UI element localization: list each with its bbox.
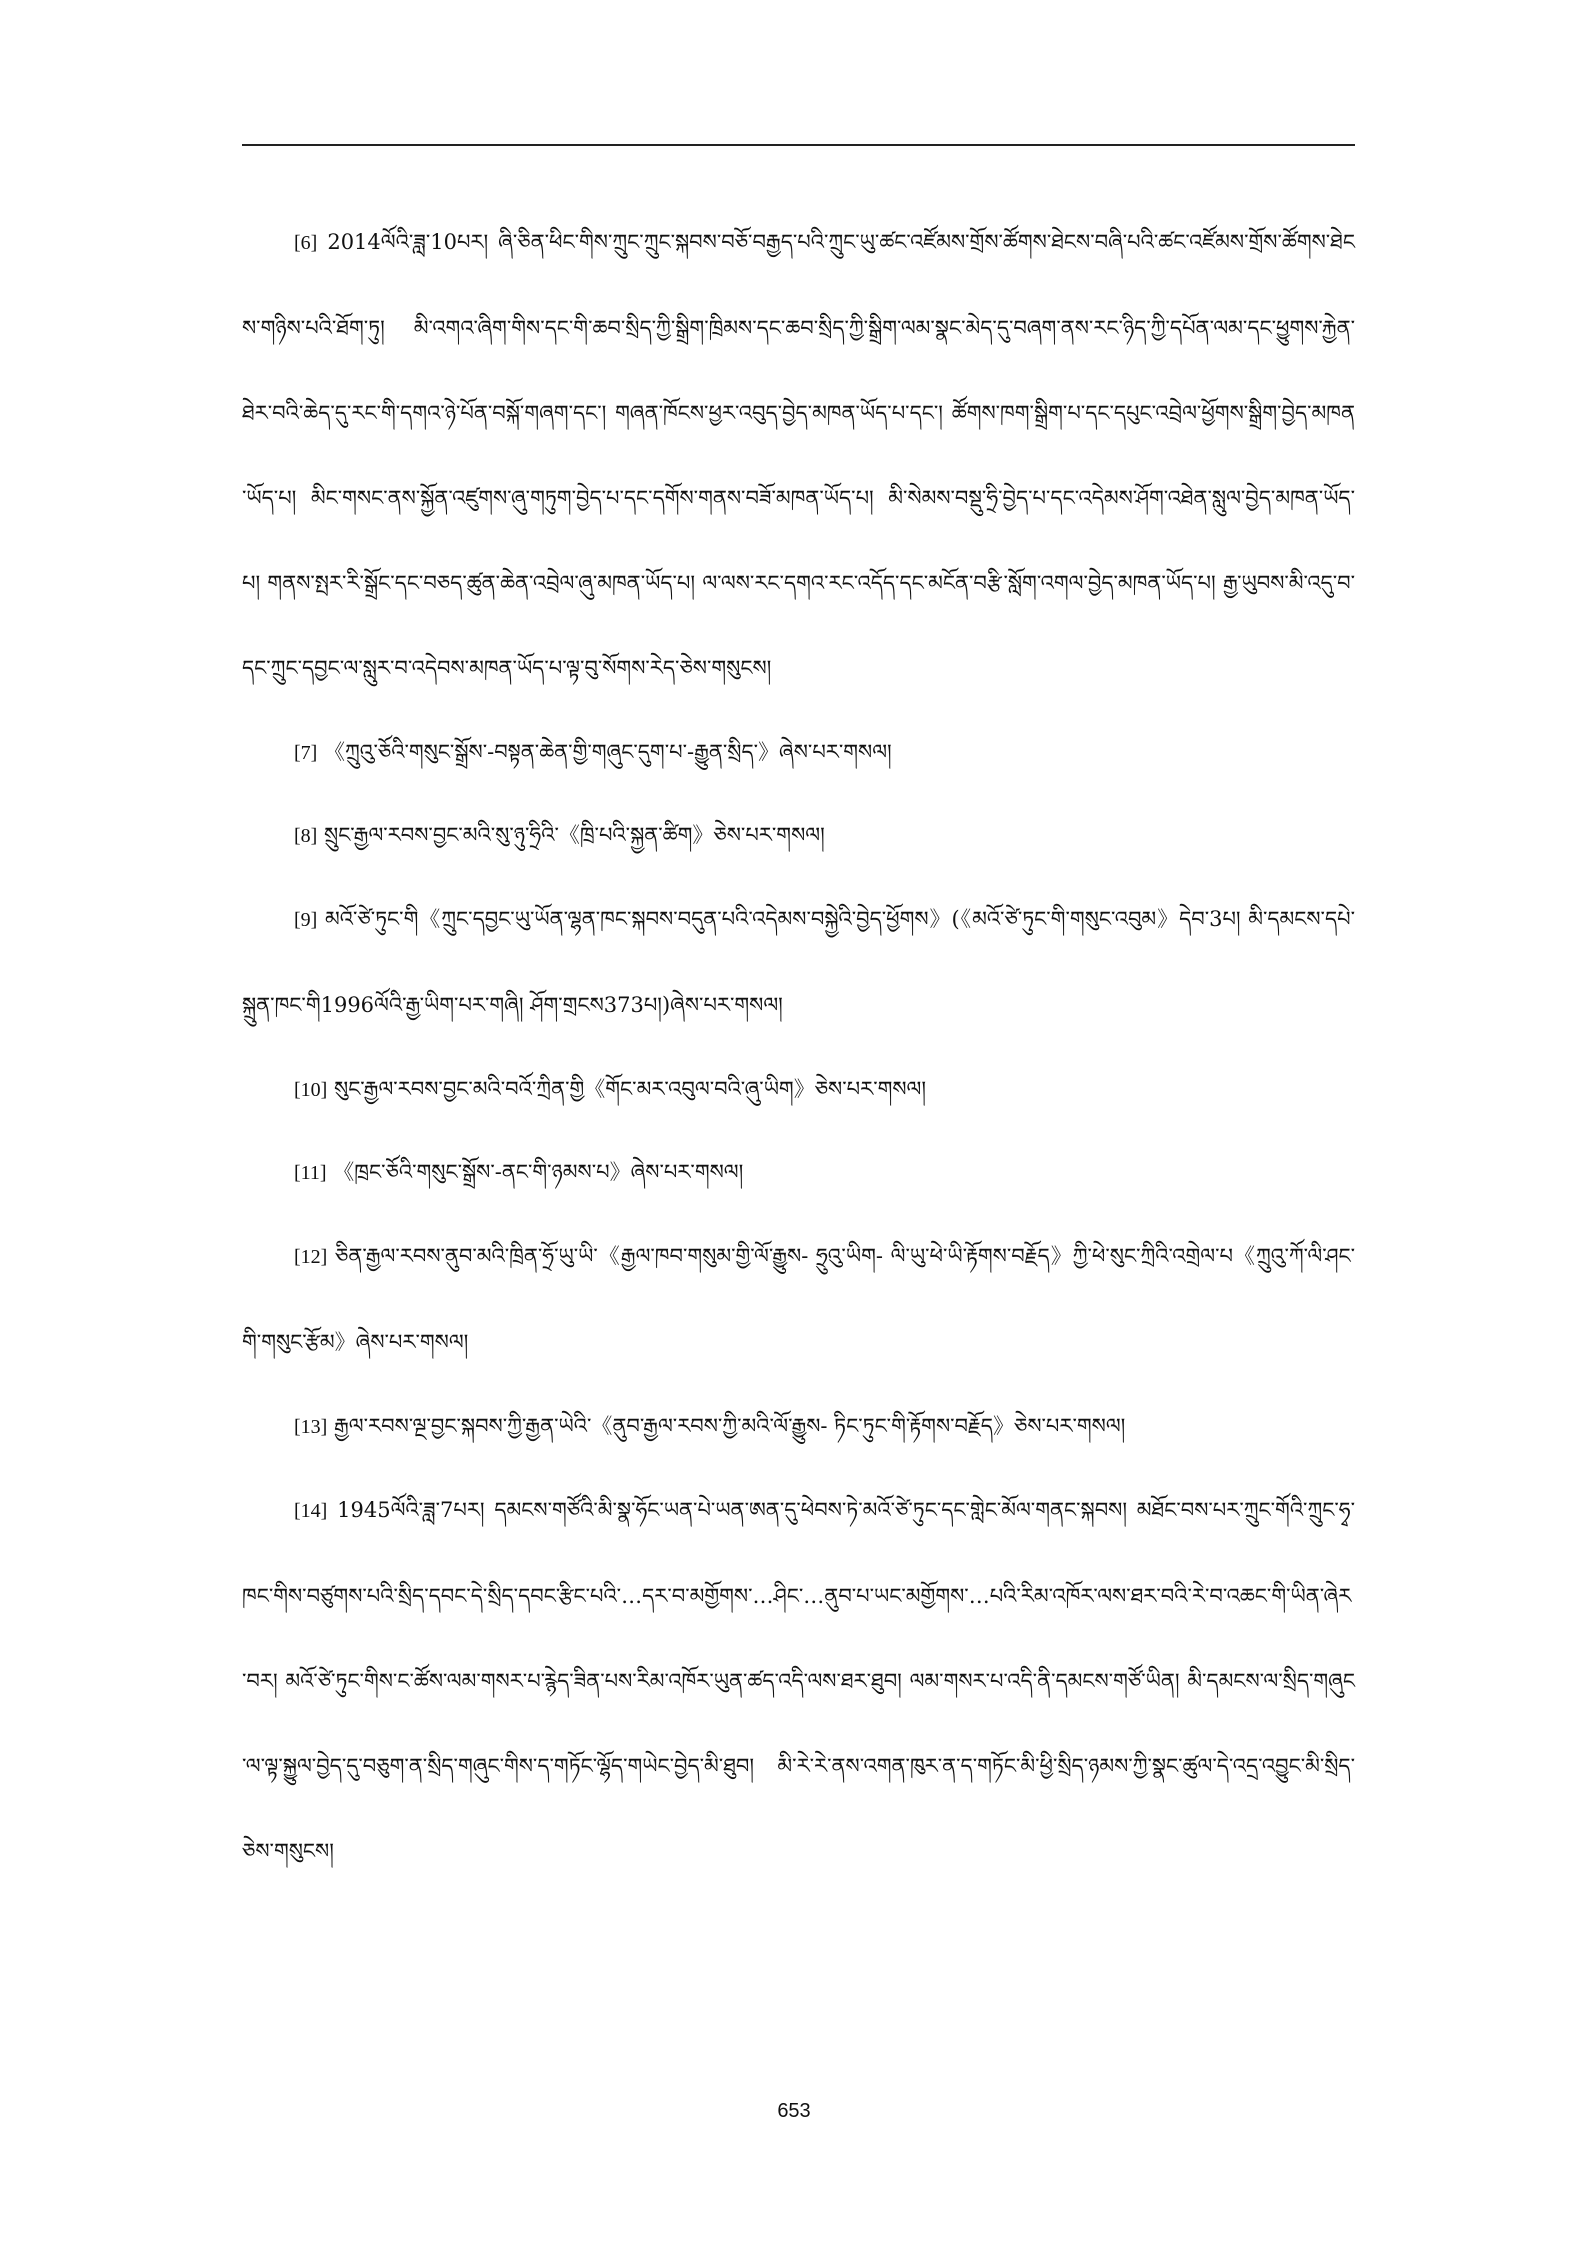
endnote-number: [14] <box>294 1500 328 1522</box>
endnote-14 <box>242 1468 1355 1894</box>
endnote-11 <box>242 1131 1355 1214</box>
endnote-number: [12] <box>294 1246 328 1268</box>
endnote-number: [10] <box>294 1079 328 1101</box>
endnote-text: 1945ལོའི་ཟླ་7པར། དམངས་གཙོའི་མི་སྣ་ཧོང་ཡན་པེ་ཡན་ཨན་དུ་ཕེབས་ཏེ་མའོ་ཙེ་ཏུང་དང་གླེང་མོལ་གནང་སྐབས། མཐོང་བས་པར་ཀྲུང་གོའི་ཀྲུང་ཧྭ་ཁང་གིས་བཙུགས་པའི་སྲིད་དབང་དེ་སྲིད་དབང་རྩིང་པའི་…དར་བ་མགྱོགས་…ཤིང་…ནུབ་པ་ཡང་མགྱོགས་…པའི་རིམ་འཁོར་ལས་ཐར་བའི་རེ་བ་འཆང་གི་ཡིན་ཞེར་བར། མའོ་ཙེ་ཏུང་གིས་ང་ཚོས་ལམ་གསར་པ་རྙེད་ཟིན་པས་རིམ་འཁོར་ཡུན་ཚད་འདི་ལས་ཐར་ཐུབ། ལམ་གསར་པ་འདི་ནི་དམངས་གཙོ་ཡིན། མི་དམངས་ལ་སྲིད་གཞུང་ལ་ལྟ་སྐྱུལ་བྱེད་དུ་བཅུག་ན་སྲིད་གཞུང་གིས་ད་གཏོང་ལྷོད་གཡེང་བྱེད་མི་ཐུབ། མི་རེ་རེ་ནས་འགན་ཁུར་ན་ད་གཏོང་མི་ཕྱི་སྲིད་ཉམས་ཀྱི་སྣང་ཚུལ་དེ་འདྲ་འབྱུང་མི་སྲིད་ཅེས་གསུངས། <box>242 1498 1355 1863</box>
endnote-text: མའོ་ཙེ་ཏུང་གི《ཀྲུང་དབྱང་ཡུ་ཡོན་ལྷན་ཁང་སྐབས་བདུན་པའི་འདེམས་བསྐྱེའི་བྱེད་ཕྱོགས》(《མའོ་ཙེ་ཏུང་གི་གསུང་འབུམ》དེབ་3པ། མི་དམངས་དཔེ་སྐྲུན་ཁང་གི1996ལོའི་རྒྱ་ཡིག་པར་གཞི། ཤོག་གྲངས373པ།)ཞེས་པར་གསལ། <box>242 907 1355 1017</box>
endnote-text: ཅིན་རྒྱལ་རབས་ནུབ་མའི་ཁྲིན་ཧྲོ་ཡུ་ཡི་《རྒྱལ་ཁབ་གསུམ་གྱི་ལོ་རྒྱུས- ཧྲུའུ་ཡིག- ལི་ཡུ་ཕེ་ཡི་རྟོགས་བརྗོད》ཀྱི་ཕེ་སུང་ཀྲིའི་འགྲེལ་པ《ཀྲུའུ་ཀོ་ལི་ཤང་གི་གསུང་རྩོམ》ཞེས་པར་གསལ། <box>242 1244 1355 1354</box>
endnote-number: [7] <box>294 742 318 764</box>
endnote-text: 《ཁྲང་ཅོའི་གསུང་སྒྲོས་-ནང་གི་ཉམས་པ》ཞེས་པར་གསལ། <box>333 1160 744 1184</box>
endnote-6 <box>242 200 1355 711</box>
endnote-7 <box>242 711 1355 794</box>
header-rule <box>242 144 1355 146</box>
endnote-text: སྲུང་རྒྱལ་རབས་བྱང་མའི་སུ་ཉུ་ཧྲིའི་《ཁྲི་པའི་སྐྱན་ཚིག》ཅེས་པར་གསལ། <box>324 823 825 847</box>
endnote-text: རྒྱལ་རབས་ལྔ་བྱང་སྐབས་ཀྱི་རྒྱན་ཡེའི་《ནུབ་རྒྱལ་རབས་ཀྱི་མའི་ལོ་རྒྱུས- ཏིང་ཏུང་གི་རྟོགས་བརྗོད》ཅེས་པར་གསལ། <box>334 1414 1126 1438</box>
endnote-9 <box>242 877 1355 1048</box>
endnote-10 <box>242 1048 1355 1131</box>
endnote-text: 《ཀྲུའུ་ཅོའི་གསུང་སྒྲོས་-བསྟན་ཆེན་གྱི་གཞུང་དུག་པ་-རྒྱུན་སྲིད་》ཞེས་པར་གསལ། <box>324 740 892 764</box>
endnote-number: [11] <box>294 1162 327 1184</box>
endnote-text: སུང་རྒྱལ་རབས་བྱང་མའི་བའོ་ཀྲིན་གྱི《གོང་མར་འབུལ་བའི་ཞུ་ཡིག》ཅེས་པར་གསལ། <box>334 1077 927 1101</box>
endnote-13 <box>242 1385 1355 1468</box>
endnotes-list <box>242 200 1355 1894</box>
page-number: 653 <box>777 2100 811 2122</box>
endnote-8 <box>242 794 1355 877</box>
endnote-number: [9] <box>294 909 318 931</box>
endnote-text: 2014ལོའི་ཟླ་10པར། ཞི་ཅིན་ཕིང་གིས་ཀྲུང་ཀྲུང་སྐབས་བཅོ་བརྒྱད་པའི་ཀྲུང་ཡུ་ཚང་འཛོམས་གྲོས་ཚོགས་ཐེངས་བཞི་པའི་ཚང་འཛོམས་གྲོས་ཚོགས་ཐེངས་གཉིས་པའི་ཐོག་ཏུ། མི་འགའ་ཞིག་གིས་དང་གི་ཆབ་སྲིད་ཀྱི་སྒྲིག་ཁྲིམས་དང་ཆབ་སྲིད་ཀྱི་སྒྲིག་ལམ་སྣང་མེད་དུ་བཞག་ནས་རང་ཉིད་ཀྱི་དཔོན་ལམ་དང་ཕྱུགས་རྐྱེན་ཐེར་བའི་ཆེད་དུ་རང་གི་དགའ་ཉེ་པོན་བསྐོ་གཞག་དང་། གཞན་ཁོངས་ཕྱར་འབུད་བྱེད་མཁན་ཡོད་པ་དང་། ཚོགས་ཁག་སྒྲིག་པ་དང་དཔུང་འབྲེལ་ཕྱོགས་སྒྲིག་བྱེད་མཁན་ཡོད་པ། མིང་གསང་ནས་སྐྱོན་འཛུགས་ཞུ་གཏུག་བྱེད་པ་དང་དགོས་གནས་བཟོ་མཁན་ཡོད་པ། མི་སེམས་བསྡུ་ཧྲི་བྱེད་པ་དང་འདེམས་ཤོག་འཐེན་སླུལ་བྱེད་མཁན་ཡོད་པ། གནས་སྤར་རི་སྒྲོང་དང་བཅད་ཚུན་ཆེན་འབྲེལ་ཞུ་མཁན་ཡོད་པ། ལ་ལས་རང་དགའ་རང་འདོད་དང་མངོན་བརྩི་སློག་འགལ་བྱེད་མཁན་ཡོད་པ། རྒྱ་ཡུབས་མི་འདུ་བ་དང་ཀྲུང་དབྱང་ལ་སླུར་བ་འདེབས་མཁན་ཡོད་པ་ལྟ་བུ་སོགས་རེད་ཅེས་གསུངས། <box>242 230 1355 680</box>
endnote-number: [6] <box>294 232 318 254</box>
endnote-12 <box>242 1214 1355 1385</box>
endnote-number: [13] <box>294 1416 328 1438</box>
endnote-number: [8] <box>294 825 318 847</box>
